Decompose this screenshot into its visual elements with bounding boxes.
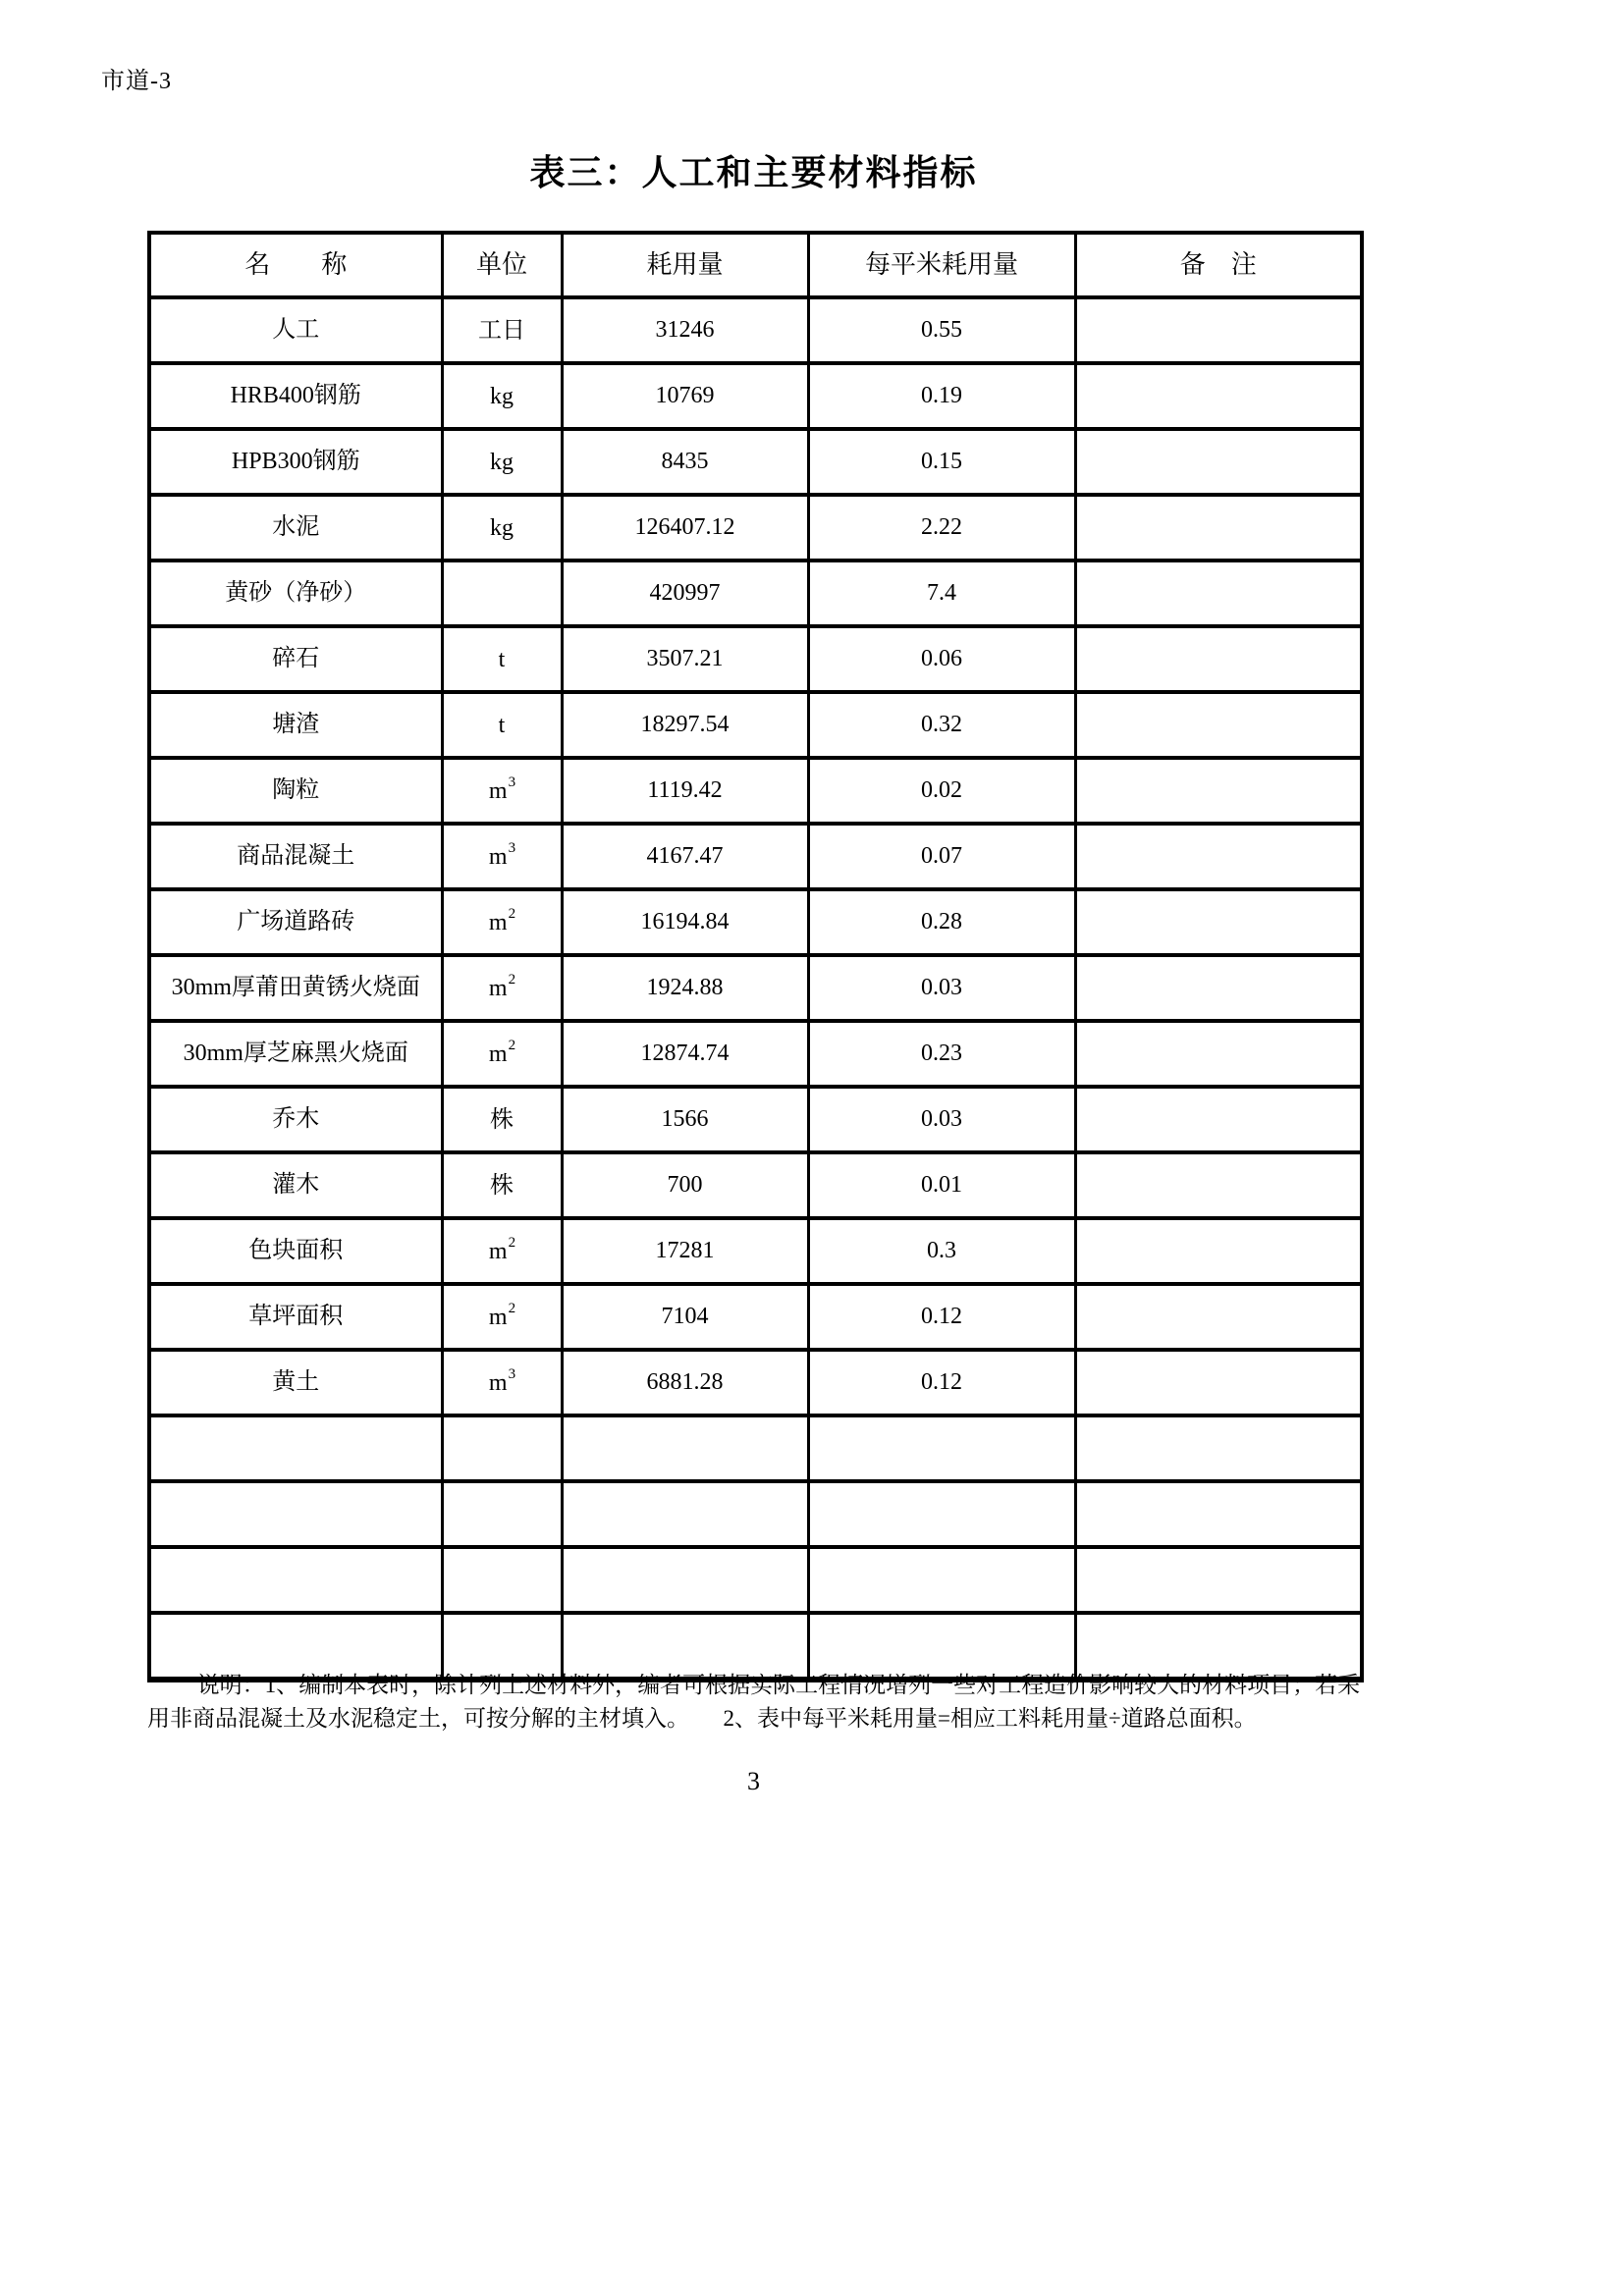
table-row	[149, 1547, 1362, 1613]
table-row	[149, 1284, 1362, 1350]
unit-base: 工日	[478, 317, 525, 344]
unit-exponent: 2	[508, 1037, 516, 1053]
remark-cell	[1075, 1350, 1362, 1415]
remark-cell	[1075, 1415, 1362, 1481]
remark-cell	[1075, 1021, 1362, 1087]
unit-cell	[442, 561, 562, 626]
per-sqm-cell: 0.23	[808, 1021, 1075, 1087]
material-name-cell: HRB400钢筋	[149, 363, 442, 429]
per-sqm-cell: 0.01	[808, 1152, 1075, 1218]
material-name-cell	[149, 1481, 442, 1547]
remark-cell	[1075, 824, 1362, 889]
remark-cell	[1075, 297, 1362, 363]
page-number: 3	[747, 1767, 760, 1795]
material-name-cell: 广场道路砖	[149, 889, 442, 955]
table-row	[149, 692, 1362, 758]
table-row	[149, 1087, 1362, 1152]
table-row	[149, 429, 1362, 495]
per-sqm-cell: 0.19	[808, 363, 1075, 429]
per-sqm-cell: 0.02	[808, 758, 1075, 824]
unit-exponent: 2	[508, 1234, 516, 1251]
unit-cell	[442, 363, 562, 429]
remark-cell	[1075, 429, 1362, 495]
table-row	[149, 758, 1362, 824]
per-sqm-cell: 0.12	[808, 1350, 1075, 1415]
per-sqm-cell	[808, 1415, 1075, 1481]
header-per-sqm: 每平米耗用量	[808, 233, 1075, 297]
table-row	[149, 297, 1362, 363]
unit-base: kg	[490, 514, 514, 541]
unit-base: m	[488, 1369, 508, 1396]
per-sqm-cell: 0.55	[808, 297, 1075, 363]
footnote	[147, 1669, 1375, 1735]
per-sqm-cell: 0.03	[808, 955, 1075, 1021]
page-title: 表三：人工和主要材料指标	[529, 152, 978, 192]
per-sqm-cell: 0.07	[808, 824, 1075, 889]
unit-base: m	[488, 909, 508, 935]
material-name-cell: 草坪面积	[149, 1284, 442, 1350]
material-name-cell: 黄砂（净砂）	[149, 561, 442, 626]
consumption-cell: 7104	[562, 1284, 808, 1350]
unit-exponent: 3	[508, 1365, 516, 1382]
consumption-cell: 18297.54	[562, 692, 808, 758]
unit-cell	[442, 297, 562, 363]
table-row	[149, 955, 1362, 1021]
table-row	[149, 1481, 1362, 1547]
consumption-cell: 3507.21	[562, 626, 808, 692]
per-sqm-cell: 0.15	[808, 429, 1075, 495]
table-row	[149, 889, 1362, 955]
per-sqm-cell: 0.32	[808, 692, 1075, 758]
remark-cell	[1075, 363, 1362, 429]
unit-base: t	[498, 712, 506, 738]
table-row	[149, 1152, 1362, 1218]
consumption-cell	[562, 1481, 808, 1547]
per-sqm-cell: 0.03	[808, 1087, 1075, 1152]
table-row	[149, 1350, 1362, 1415]
remark-cell	[1075, 1152, 1362, 1218]
remark-cell	[1075, 1481, 1362, 1547]
remark-cell	[1075, 955, 1362, 1021]
consumption-cell: 16194.84	[562, 889, 808, 955]
consumption-cell: 12874.74	[562, 1021, 808, 1087]
consumption-cell: 126407.12	[562, 495, 808, 561]
consumption-cell: 31246	[562, 297, 808, 363]
consumption-cell: 700	[562, 1152, 808, 1218]
material-name-cell: 灌木	[149, 1152, 442, 1218]
remark-cell	[1075, 1284, 1362, 1350]
remark-cell	[1075, 495, 1362, 561]
header-unit: 单位	[442, 233, 562, 297]
material-name-cell: 黄土	[149, 1350, 442, 1415]
consumption-cell: 1566	[562, 1087, 808, 1152]
remark-cell	[1075, 889, 1362, 955]
material-name-cell: 乔木	[149, 1087, 442, 1152]
material-name-cell: 商品混凝土	[149, 824, 442, 889]
unit-base: 株	[490, 1172, 514, 1199]
unit-cell	[442, 1481, 562, 1547]
unit-base: kg	[490, 449, 514, 475]
unit-exponent: 3	[508, 839, 516, 856]
unit-cell	[442, 1415, 562, 1481]
consumption-cell: 6881.28	[562, 1350, 808, 1415]
unit-cell	[442, 824, 562, 889]
per-sqm-cell: 0.28	[808, 889, 1075, 955]
materials-table	[147, 231, 1364, 1682]
table-row	[149, 495, 1362, 561]
material-name-cell: 色块面积	[149, 1218, 442, 1284]
header-name: 名 称	[149, 233, 442, 297]
table-row	[149, 1218, 1362, 1284]
unit-base: m	[488, 1304, 508, 1330]
remark-cell	[1075, 692, 1362, 758]
per-sqm-cell: 0.12	[808, 1284, 1075, 1350]
unit-cell	[442, 1284, 562, 1350]
remark-cell	[1075, 1218, 1362, 1284]
doc-code: 市道-3	[101, 69, 172, 94]
unit-cell	[442, 495, 562, 561]
unit-exponent: 2	[508, 971, 516, 988]
material-name-cell: 人工	[149, 297, 442, 363]
consumption-cell: 17281	[562, 1218, 808, 1284]
table-head	[149, 233, 1362, 297]
unit-exponent: 3	[508, 774, 516, 790]
material-name-cell: 水泥	[149, 495, 442, 561]
unit-base: m	[488, 843, 508, 870]
table-row	[149, 626, 1362, 692]
material-name-cell: 30mm厚芝麻黑火烧面	[149, 1021, 442, 1087]
table-row	[149, 363, 1362, 429]
consumption-cell: 8435	[562, 429, 808, 495]
consumption-cell: 420997	[562, 561, 808, 626]
table-row	[149, 561, 1362, 626]
table-row	[149, 1415, 1362, 1481]
consumption-cell	[562, 1547, 808, 1613]
material-name-cell	[149, 1547, 442, 1613]
consumption-cell	[562, 1415, 808, 1481]
unit-cell	[442, 1218, 562, 1284]
per-sqm-cell: 2.22	[808, 495, 1075, 561]
unit-cell	[442, 758, 562, 824]
remark-cell	[1075, 561, 1362, 626]
remark-cell	[1075, 626, 1362, 692]
unit-cell	[442, 955, 562, 1021]
unit-cell	[442, 692, 562, 758]
unit-base: m	[488, 975, 508, 1001]
table-body	[149, 297, 1362, 1680]
consumption-cell: 4167.47	[562, 824, 808, 889]
unit-cell	[442, 1547, 562, 1613]
footnote-line-1: 说明：1、编制本表时，除计列上述材料外，编者可根据实际工程情况增列一些对工程造价影响较大的材料项目；若采	[196, 1673, 1361, 1697]
unit-base: m	[488, 1041, 508, 1067]
unit-exponent: 2	[508, 905, 516, 922]
unit-exponent: 2	[508, 1300, 516, 1316]
unit-cell	[442, 626, 562, 692]
material-name-cell: 30mm厚莆田黄锈火烧面	[149, 955, 442, 1021]
per-sqm-cell: 0.3	[808, 1218, 1075, 1284]
unit-cell	[442, 1350, 562, 1415]
table-row	[149, 1021, 1362, 1087]
per-sqm-cell: 0.06	[808, 626, 1075, 692]
per-sqm-cell	[808, 1481, 1075, 1547]
consumption-cell: 1924.88	[562, 955, 808, 1021]
material-name-cell: 陶粒	[149, 758, 442, 824]
unit-cell	[442, 1087, 562, 1152]
unit-cell	[442, 1021, 562, 1087]
unit-cell	[442, 1152, 562, 1218]
header-consumption: 耗用量	[562, 233, 808, 297]
consumption-cell: 1119.42	[562, 758, 808, 824]
table-header-row	[149, 233, 1362, 297]
remark-cell	[1075, 1087, 1362, 1152]
unit-base: m	[488, 777, 508, 804]
per-sqm-cell: 7.4	[808, 561, 1075, 626]
unit-base: t	[498, 646, 506, 672]
unit-base: m	[488, 1238, 508, 1264]
remark-cell	[1075, 1547, 1362, 1613]
material-name-cell: 碎石	[149, 626, 442, 692]
unit-base: 株	[490, 1106, 514, 1133]
header-remark: 备 注	[1075, 233, 1362, 297]
footnote-line-2: 用非商品混凝土及水泥稳定土，可按分解的主材填入。 2、表中每平米耗用量=相应工料耗用量÷道路总面积。	[147, 1706, 1257, 1731]
material-name-cell: HPB300钢筋	[149, 429, 442, 495]
unit-cell	[442, 429, 562, 495]
unit-base: kg	[490, 383, 514, 409]
table-row	[149, 824, 1362, 889]
material-name-cell: 塘渣	[149, 692, 442, 758]
remark-cell	[1075, 758, 1362, 824]
material-name-cell	[149, 1415, 442, 1481]
consumption-cell: 10769	[562, 363, 808, 429]
unit-cell	[442, 889, 562, 955]
per-sqm-cell	[808, 1547, 1075, 1613]
